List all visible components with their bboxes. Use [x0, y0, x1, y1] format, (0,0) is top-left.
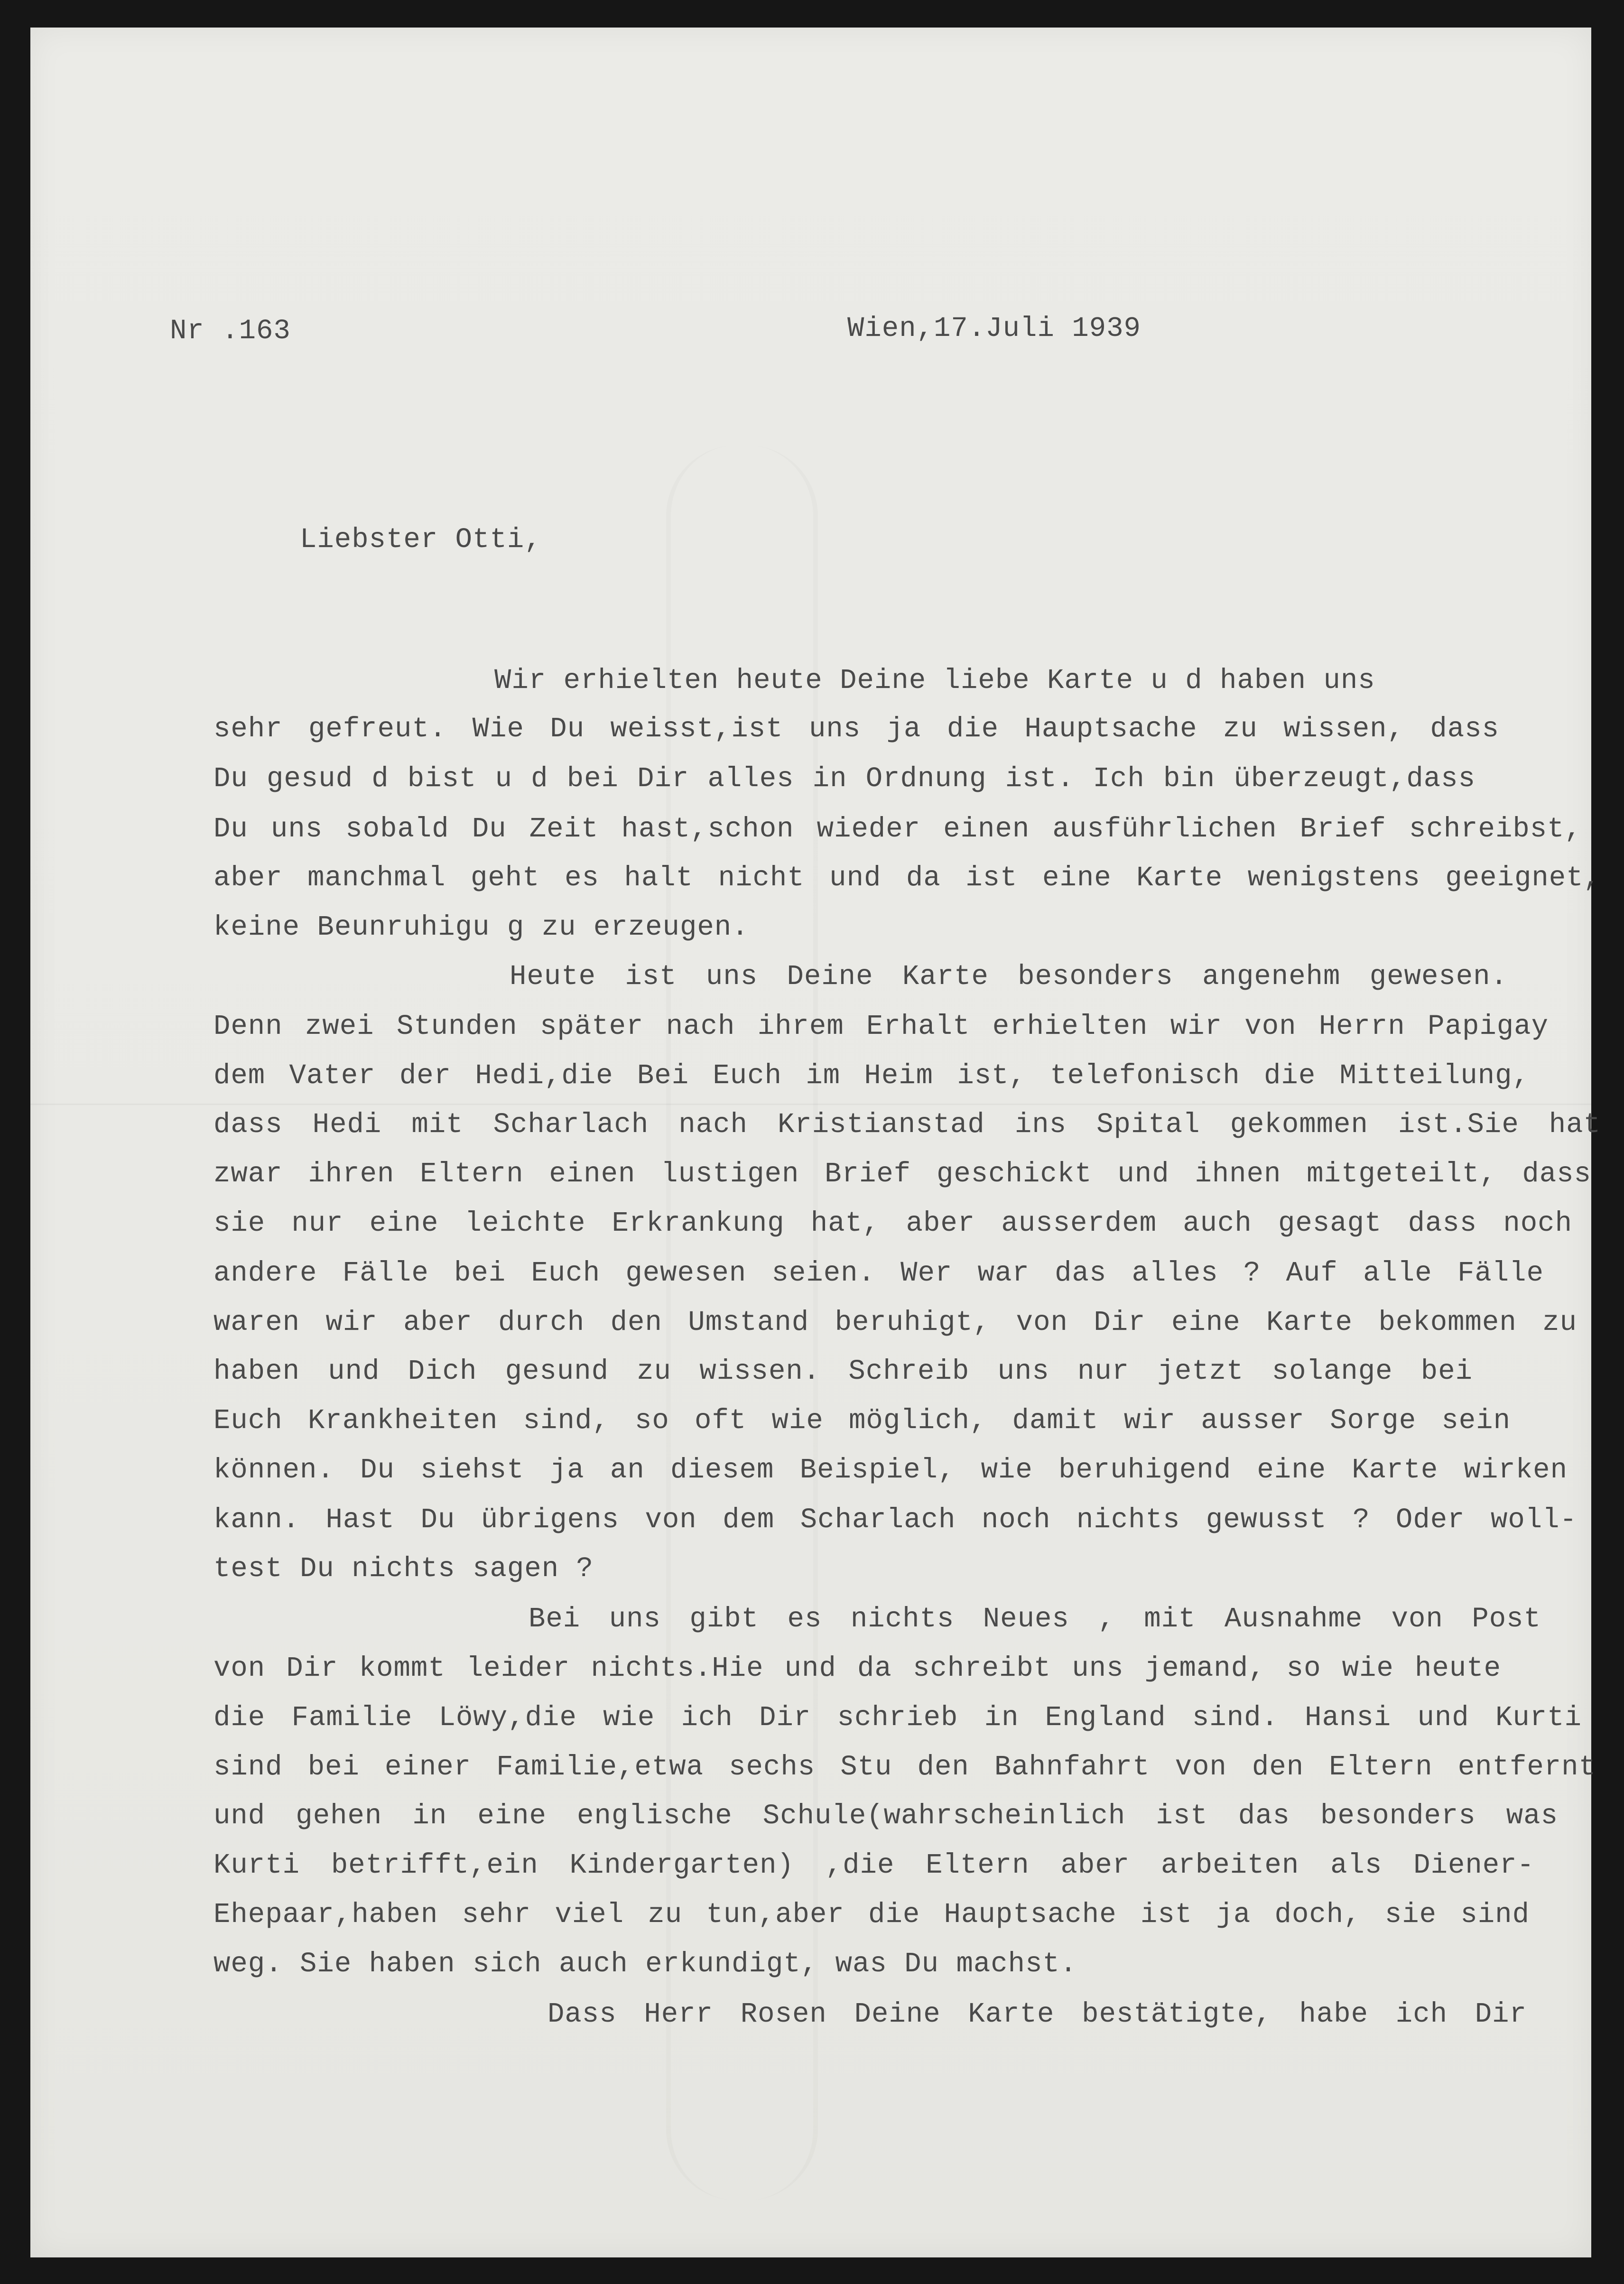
- text-line: zwar ihren Eltern einen lustigen Brief geschickt und ihnen mitgeteilt, dass: [213, 1158, 1591, 1190]
- text-line: Ehepaar,haben sehr viel zu tun,aber die Hauptsache ist ja doch, sie sind: [213, 1899, 1530, 1931]
- letter-place-date: Wien,17.Juli 1939: [847, 313, 1141, 344]
- text-line: andere Fälle bei Euch gewesen seien. Wer war das alles ? Auf alle Fälle: [213, 1257, 1544, 1289]
- text-line: Heute ist uns Deine Karte besonders angenehm gewesen.: [510, 961, 1508, 993]
- text-line: haben und Dich gesund zu wissen. Schreib uns nur jetzt solange bei: [213, 1356, 1473, 1387]
- text-line: von Dir kommt leider nichts.Hie und da schreibt uns jemand, so wie heute: [213, 1653, 1501, 1684]
- text-line: weg. Sie haben sich auch erkundigt, was Du machst.: [213, 1948, 1077, 1980]
- text-line: Denn zwei Stunden später nach ihrem Erhalt erhielten wir von Herrn Papigay: [213, 1011, 1549, 1042]
- text-line: und gehen in eine englische Schule(wahrscheinlich ist das besonders was: [213, 1800, 1558, 1832]
- text-line: Euch Krankheiten sind, so oft wie möglich, damit wir ausser Sorge sein: [213, 1405, 1511, 1437]
- text-line: sind bei einer Familie,etwa sechs Stu den Bahnfahrt von den Eltern entfernt: [213, 1751, 1596, 1783]
- text-line: dass Hedi mit Scharlach nach Kristianstad ins Spital gekommen ist.Sie hat: [213, 1109, 1601, 1141]
- letter-page: [30, 28, 1601, 2257]
- text-line: Wir erhielten heute Deine liebe Karte u d haben uns: [494, 665, 1375, 696]
- text-line: Du gesud d bist u d bei Dir alles in Ordnung ist. Ich bin überzeugt,dass: [213, 763, 1476, 795]
- text-line: dem Vater der Hedi,die Bei Euch im Heim ist, telefonisch die Mitteilung,: [213, 1060, 1530, 1092]
- letter-reference: Nr .163: [170, 315, 291, 347]
- text-line: sie nur eine leichte Erkrankung hat, aber ausserdem auch gesagt dass noch: [213, 1207, 1572, 1239]
- text-line: sehr gefreut. Wie Du weisst,ist uns ja die Hauptsache zu wissen, dass: [213, 713, 1499, 745]
- text-line: Bei uns gibt es nichts Neues , mit Ausnahme von Post: [529, 1603, 1541, 1635]
- text-line: keine Beunruhigu g zu erzeugen.: [213, 911, 749, 943]
- letter-salutation: Liebster Otti,: [300, 524, 542, 556]
- text-line: Du uns sobald Du Zeit hast,schon wieder einen ausführlichen Brief schreibst,: [213, 813, 1582, 845]
- text-line: aber manchmal geht es halt nicht und da ist eine Karte wenigstens geeignet,: [213, 862, 1601, 894]
- text-line: Kurti betrifft,ein Kindergarten) ,die Eltern aber arbeiten als Diener-: [213, 1849, 1534, 1881]
- fold-line: [30, 1104, 1591, 1105]
- text-line: kann. Hast Du übrigens von dem Scharlach noch nichts gewusst ? Oder woll-: [213, 1504, 1577, 1536]
- text-line: die Familie Löwy,die wie ich Dir schrieb in England sind. Hansi und Kurti: [213, 1702, 1582, 1734]
- text-line: Dass Herr Rosen Deine Karte bestätigte, habe ich Dir: [548, 1998, 1527, 2030]
- text-line: waren wir aber durch den Umstand beruhigt, von Dir eine Karte bekommen zu: [213, 1307, 1577, 1338]
- text-line: können. Du siehst ja an diesem Beispiel, wie beruhigend eine Karte wirken: [213, 1454, 1568, 1486]
- text-line: test Du nichts sagen ?: [213, 1553, 594, 1585]
